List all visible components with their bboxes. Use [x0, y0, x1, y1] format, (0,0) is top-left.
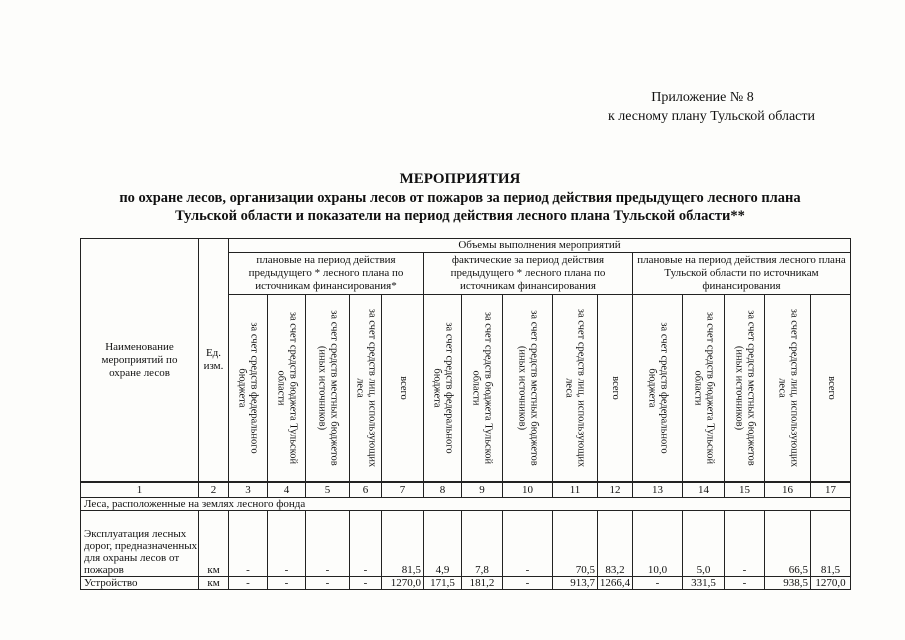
column-number: 17	[811, 483, 851, 498]
subcol-header: за счет средств федерального бюджета	[229, 295, 268, 482]
table-cell: -	[229, 577, 268, 590]
table-cell: -	[229, 511, 268, 577]
column-number: 15	[725, 483, 765, 498]
table-cell: 181,2	[462, 577, 503, 590]
title-line-2: по охране лесов, организации охраны лесов от пожаров за период действия предыдущего лесного плана	[119, 189, 801, 206]
table-cell: 913,7	[553, 577, 598, 590]
table-cell: 83,2	[598, 511, 633, 577]
header-group-actual-previous: фактические за период действия предыдущего * лесного плана по источникам финансирования	[424, 253, 633, 295]
column-number: 3	[229, 483, 268, 498]
data-table	[80, 482, 851, 590]
subcol-header: за счет средств федерального бюджета	[424, 295, 462, 482]
table-cell: 81,5	[811, 511, 851, 577]
title-main: МЕРОПРИЯТИЯ	[399, 171, 521, 187]
title-line-3: Тульской области и показатели на период действия лесного плана Тульской области**	[175, 208, 745, 224]
column-number: 16	[765, 483, 811, 498]
subcol-header: за счет средств местных бюджетов (иных источников)	[725, 295, 765, 482]
row-name: Устройство	[81, 577, 199, 590]
table-cell: 331,5	[683, 577, 725, 590]
header-table	[80, 238, 851, 482]
table-cell: 70,5	[553, 511, 598, 577]
appendix-number: Приложение № 8	[651, 90, 754, 105]
column-number: 13	[633, 483, 683, 498]
header-group-planned-current: плановые на период действия лесного плана Тульской области по источникам финансирования	[633, 253, 851, 295]
column-number: 12	[598, 483, 633, 498]
column-number: 6	[350, 483, 382, 498]
subcol-header: за счет средств лиц, использующих леса	[350, 295, 382, 482]
document-title	[60, 170, 860, 226]
table-cell: 1266,4	[598, 577, 633, 590]
table-cell: 10,0	[633, 511, 683, 577]
column-number: 14	[683, 483, 725, 498]
table-cell: 1270,0	[382, 577, 424, 590]
table-cell: -	[350, 577, 382, 590]
table-cell: -	[503, 577, 553, 590]
table-cell: 81,5	[382, 511, 424, 577]
column-number: 9	[462, 483, 503, 498]
subcol-header: за счет средств бюджета Тульской области	[683, 295, 725, 482]
row-name: Эксплуатация лесных дорог, предназначенных для охраны лесов от пожаров	[81, 511, 199, 577]
subcol-header: всего	[811, 295, 851, 482]
table-cell: -	[268, 577, 306, 590]
table-cell: 1270,0	[811, 577, 851, 590]
row-unit: км	[199, 511, 229, 577]
section-row	[81, 498, 851, 511]
header-volumes: Объемы выполнения мероприятий	[229, 239, 851, 253]
section-title: Леса, расположенные на землях лесного фонда	[81, 498, 851, 511]
column-number: 8	[424, 483, 462, 498]
header-group-planned-previous: плановые на период действия предыдущего * лесного плана по источникам финансирования*	[229, 253, 424, 295]
subcol-header: всего	[598, 295, 633, 482]
table-cell: 938,5	[765, 577, 811, 590]
table-cell: -	[306, 511, 350, 577]
table-cell: 5,0	[683, 511, 725, 577]
subcol-header: за счет средств местных бюджетов (иных источников)	[503, 295, 553, 482]
appendix-note	[560, 88, 815, 126]
column-number: 11	[553, 483, 598, 498]
table-cell: -	[268, 511, 306, 577]
header-unit-column: Ед. изм.	[199, 239, 229, 482]
column-number: 4	[268, 483, 306, 498]
table-cell: -	[725, 577, 765, 590]
table-cell: 7,8	[462, 511, 503, 577]
appendix-reference: к лесному плану Тульской области	[607, 109, 815, 124]
subcol-header: за счет средств лиц, использующих леса	[765, 295, 811, 482]
table-cell: 171,5	[424, 577, 462, 590]
table-cell: -	[503, 511, 553, 577]
column-number-row	[81, 483, 851, 498]
table-cell: 4,9	[424, 511, 462, 577]
column-number: 2	[199, 483, 229, 498]
column-number: 5	[306, 483, 350, 498]
subcol-header: за счет средств бюджета Тульской области	[268, 295, 306, 482]
subcol-header: за счет средств федерального бюджета	[633, 295, 683, 482]
header-name-column: Наименование мероприятий по охране лесов	[81, 239, 199, 482]
column-number: 10	[503, 483, 553, 498]
table-cell: -	[306, 577, 350, 590]
column-number: 1	[81, 483, 199, 498]
row-unit: км	[199, 577, 229, 590]
table-cell: -	[725, 511, 765, 577]
table-cell: 66,5	[765, 511, 811, 577]
table-cell: -	[633, 577, 683, 590]
column-number: 7	[382, 483, 424, 498]
subcol-header: всего	[382, 295, 424, 482]
subcol-header: за счет средств лиц, использующих леса	[553, 295, 598, 482]
subcol-header: за счет средств местных бюджетов (иных источников)	[306, 295, 350, 482]
table-row	[81, 577, 851, 590]
table-row	[81, 511, 851, 577]
subcol-header: за счет средств бюджета Тульской области	[462, 295, 503, 482]
table-cell: -	[350, 511, 382, 577]
